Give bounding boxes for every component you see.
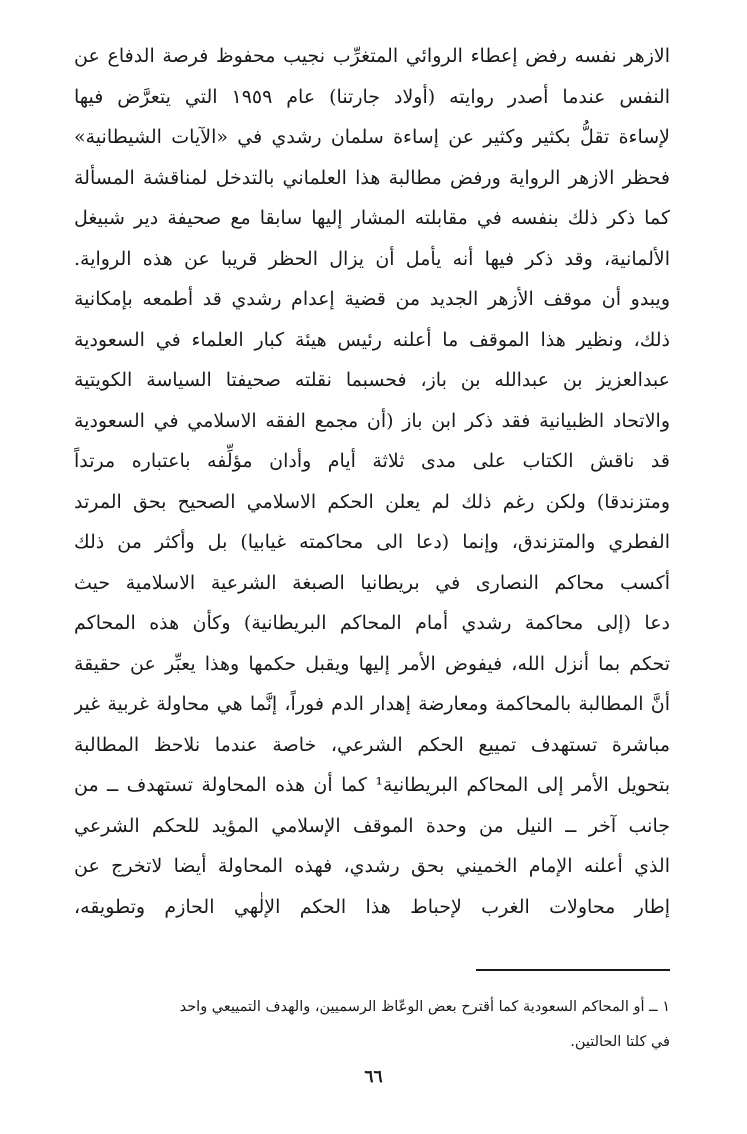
body-line: الألمانية، وقد ذكر فيها أنه يأمل أن يزال الحظر قريبا عن هذه الرواية. xyxy=(74,247,670,270)
body-line: النفس عندما أصدر روايته (أولاد جارتنا) عام ١٩٥٩ التي يتعرَّض فيها xyxy=(74,85,670,108)
body-line: ومتزندقا) ولكن رغم ذلك لم يعلن الحكم الاسلامي الصحيح بحق المرتد xyxy=(74,490,670,513)
body-line: والاتحاد الظبيانية فقد ذكر ابن باز (أن مجمع الفقه الاسلامي في السعودية xyxy=(74,409,670,432)
body-line: إطار محاولات الغرب لإحباط هذا الحكم الإلٰهي الحازم وتطويقه، xyxy=(74,895,670,918)
body-line: ويبدو أن موقف الأزهر الجديد من قضية إعدام رشدي قد أطمعه بإمكانية xyxy=(74,288,670,310)
body-line: بتحويل الأمر إلى المحاكم البريطانية¹ كما أن هذه المحاولة تستهدف ــ من xyxy=(74,774,670,796)
footnote-line: ١ ــ أو المحاكم السعودية كما أقترح بعض الوعّاظ الرسميين، والهدف التمييعي واحد xyxy=(179,999,670,1015)
body-line: عبدالعزيز بن عبدالله بن باز، فحسبما نقلته صحيفتا السياسة الكويتية xyxy=(74,369,670,391)
page-number: ٦٦ xyxy=(364,1067,383,1087)
footnote-separator-rule xyxy=(476,969,670,971)
body-line: أنَّ المطالبة بالمحاكمة ومعارضة إهدار الدم فوراً، إنَّما هي محاولة غربية غير xyxy=(74,693,670,715)
body-line: لإساءة تقلُّ بكثير وكثير عن إساءة سلمان رشدي في «الآيات الشيطانية» xyxy=(74,126,670,148)
body-line: فحظر الازهر الرواية ورفض مطالبة هذا العلماني بالتدخل لمناقشة المسألة xyxy=(74,166,670,189)
body-line: جانب آخر ــ النيل من وحدة الموقف الإسلامي المؤيد للحكم الشرعي xyxy=(74,814,670,837)
body-line: كما ذكر ذلك بنفسه في مقابلته المشار إليها سابقا مع صحيفة دير شبيغل xyxy=(74,207,670,229)
footnote-line: في كلتا الحالتين. xyxy=(570,1034,670,1050)
body-line: الازهر نفسه رفض إعطاء الروائي المتغرِّب نجيب محفوظ فرصة الدفاع عن xyxy=(74,45,670,67)
body-text xyxy=(74,36,670,927)
body-line: مباشرة تستهدف تمييع الحكم الشرعي، خاصة عندما نلاحظ المطالبة xyxy=(74,733,670,756)
body-line: أكسب محاكم النصارى في بريطانيا الصبغة الشرعية الاسلامية حيث xyxy=(74,571,670,594)
body-line: تحكم بما أنزل الله، فيفوض الأمر إليها ويقبل حكمها وهذا يعبِّر عن حقيقة xyxy=(74,652,670,675)
footnote xyxy=(74,990,670,1060)
body-line: قد ناقش الكتاب على مدى ثلاثة أيام وأدان مؤلِّفه باعتباره مرتداً xyxy=(74,450,670,472)
body-line: الذي أعلنه الإمام الخميني بحق رشدي، فهذه المحاولة أيضا لاتخرج عن xyxy=(74,855,670,877)
body-line: ذلك، ونظير هذا الموقف ما أعلنه رئيس هيئة كبار العلماء في السعودية xyxy=(74,328,670,351)
body-line: دعا (إلى محاكمة رشدي أمام المحاكم البريطانية) وكأن هذه المحاكم xyxy=(74,612,670,634)
body-line: الفطري والمتزندق، وإنما (دعا الى محاكمته غيابيا) بل وأكثر من ذلك xyxy=(74,531,670,553)
